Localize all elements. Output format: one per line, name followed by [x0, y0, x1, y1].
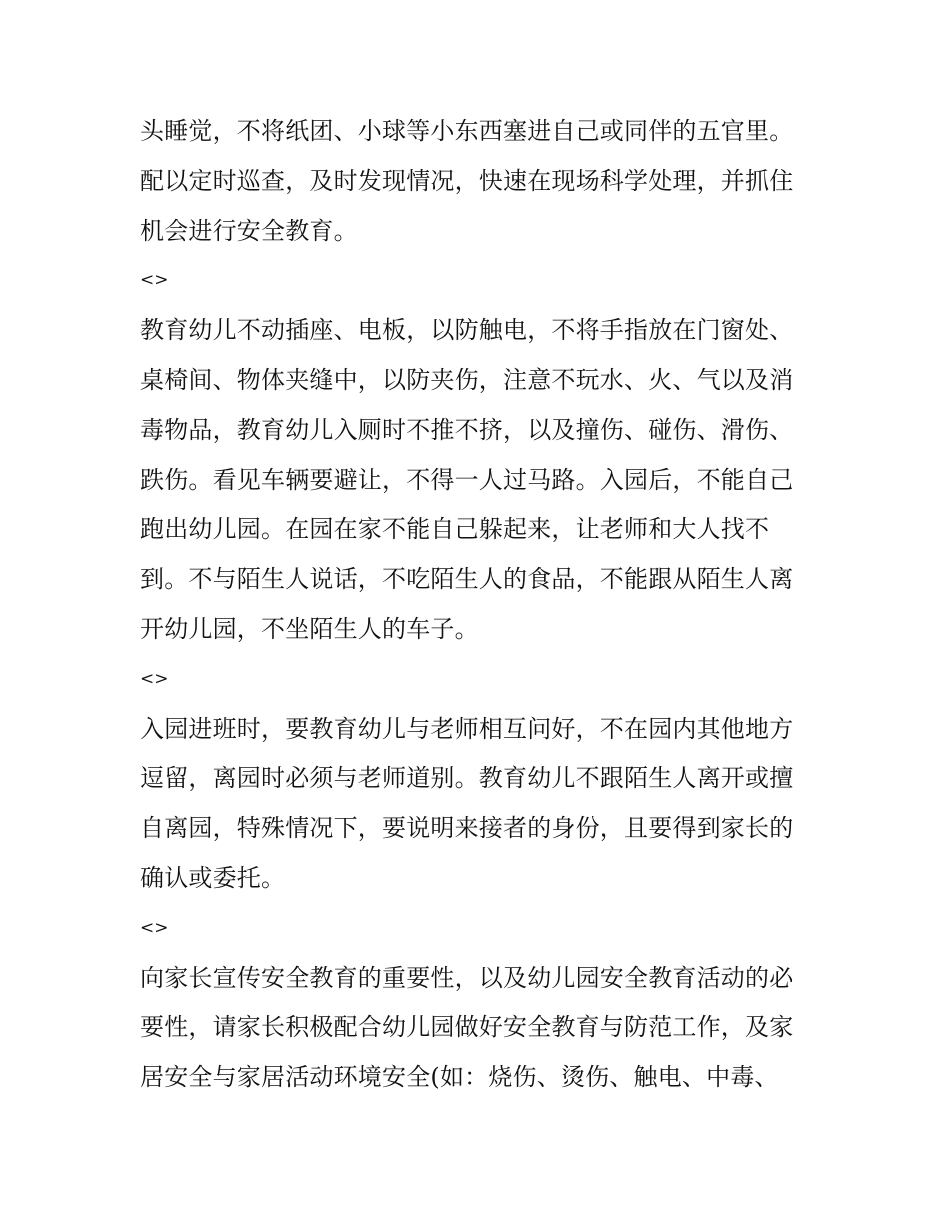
text-line: 自离园，特殊情况下，要说明来接者的身份，且要得到家长的 [140, 814, 794, 843]
text-line: 跑出幼儿园。在园在家不能自己躲起来，让老师和大人找不 [140, 515, 770, 544]
text-line: 入园进班时，要教育幼儿与老师相互问好，不在园内其他地方 [140, 714, 794, 743]
text-line: 到。不与陌生人说话，不吃陌生人的食品，不能跟从陌生人离 [140, 565, 794, 594]
text-line: 桌椅间、物体夹缝中，以防夹伤，注意不玩水、火、气以及消 [140, 365, 794, 394]
text-line: 毒物品，教育幼儿入厕时不推不挤，以及撞伤、碰伤、滑伤、 [140, 415, 794, 444]
paragraph-3 [140, 705, 820, 904]
text-line: 确认或委托。 [140, 863, 286, 892]
text-line: 要性，请家长积极配合幼儿园做好安全教育与防范工作，及家 [140, 1013, 794, 1042]
text-line: 居安全与家居活动环境安全(如：烧伤、烫伤、触电、中毒、 [140, 1063, 779, 1092]
text-line: 头睡觉，不将纸团、小球等小东西塞进自己或同伴的五官里。 [140, 117, 794, 145]
text-line: 向家长宣传安全教育的重要性，以及幼儿园安全教育活动的必 [140, 963, 794, 992]
document-body [140, 107, 820, 1103]
text-line: 配以定时巡查，及时发现情况，快速在现场科学处理，并抓住 [140, 166, 794, 195]
text-line: 机会进行安全教育。 [140, 216, 358, 245]
text-line: 跌伤。看见车辆要避让，不得一人过马路。入园后，不能自己 [140, 465, 794, 494]
paragraph-1 [140, 107, 820, 256]
text-line: 教育幼儿不动插座、电板，以防触电，不将手指放在门窗处、 [140, 316, 794, 345]
section-marker: <> [140, 917, 169, 938]
text-line: 逗留，离园时必须与老师道别。教育幼儿不跟陌生人离开或擅 [140, 764, 794, 793]
section-marker: <> [140, 668, 169, 689]
text-line: 开幼儿园，不坐陌生人的车子。 [140, 614, 479, 643]
paragraph-2 [140, 306, 820, 655]
paragraph-4 [140, 954, 820, 1103]
section-marker: <> [140, 270, 169, 291]
